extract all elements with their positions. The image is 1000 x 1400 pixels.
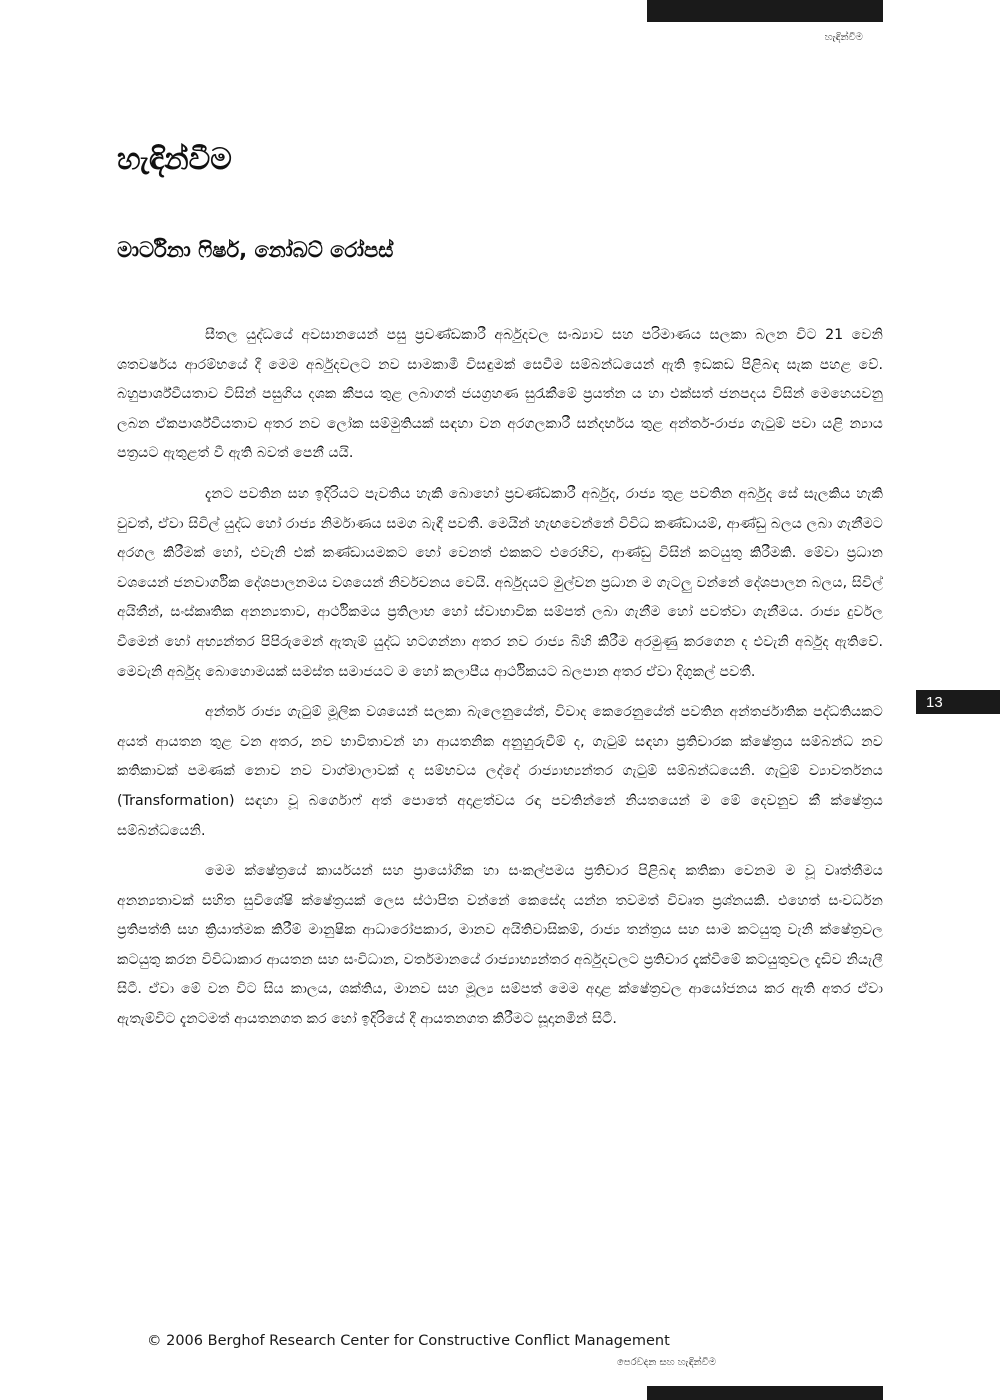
chapter-authors: මාර්ටිනා ෆිෂර්, නෝබට් රෝපස් [117,238,394,262]
body-text [117,321,883,1046]
page-number-tab: 13 [916,690,1000,714]
footer-running-title: පෙරවදන සහ හැඳින්වීම [617,1357,717,1368]
paragraph: මෙම ක්ෂේත්‍රයේ කාර්යයන් සහ ප්‍රායෝගික හා සංකල්පමය ප්‍රතිචාර පිළිබඳ කතිකා වෙනම ම වූ වෘත්තීමය අනන්‍යතාවක් සහිත සුවිශේෂි ක්ෂේත්‍රයක් ලෙස ස්ථාපිත වන්නේ කෙසේද යන්න තවමත් විවෘත ප්‍රශ්නයකි. එහෙත් සංවර්ධන ප්‍රතිපත්ති සහ ක්‍රියාත්මක කිරීම් මානුෂික ආධාරෝපකාර, මානව අයිතිවාසිකම්, රාජ්‍ය තන්ත්‍රය සහ සාම කටයුතු වැනි ක්ෂේත්‍රවල කටයුතු කරන විවිධාකාර ආයතන සහ සංවිධාන, වර්තමානයේ රාජ්‍යාභ්‍යන්තර අර්බුදවලට ප්‍රතිචාර දැක්වීමේ කටයුතුවල දැඩිව නියැලී සිටී. ඒවා මේ වන විට සිය කාලය, ශක්තිය, මානව සහ මූල්‍ය සම්පත් මෙම අදාළ ක්ෂේත්‍රවල ආයෝජනය කර ඇති අතර ඒවා ඇතැම්විට දැනටමත් ආයතනගත කර හෝ ඉදිරියේ දී ආයතනගත කිරීමට සූදානමින් සිටී. [117,863,883,1028]
running-header: හැඳින්වීම [824,32,863,43]
bottom-decorative-bar [647,1386,883,1400]
footer-copyright: © 2006 Berghof Research Center for Constructive Conflict Management [147,1333,670,1349]
chapter-title: හැඳින්වීම [117,142,232,177]
paragraph: සීතල යුද්ධයේ අවසානයෙන් පසු ප්‍රචණ්ඩකාරී අර්බුදවල සංඛ්‍යාව සහ පරිමාණය සලකා බලන විට 21 වෙනි ශතවර්ෂය ආරම්භයේ දී මෙම අර්බුදවලට නව සාමකාමී විසඳුමක් සෙවීම සම්බන්ධයෙන් ඇති ඉඩකඩ පිළිබඳ සැක පහළ වේ. බහුපාර්ශ්වීයතාව විසින් පසුගිය දශක කීපය තුළ ලබාගත් ජයග්‍රහණ සුරැකීමේ ප්‍රයත්න ය හා එක්සත් ජනපදය විසින් මෙහෙයවනු ලබන ඒකපාර්ශ්වීයතාව අතර නව ලෝක සම්මුතියක් සඳහා වන අරගලකාරී සන්දර්භය තුළ අන්තර්-රාජ්‍ය ගැටුම් පවා යළි න්‍යාය පත්‍රයට ඇතුළත් වී ඇති බවත් පෙනී යයි. [117,327,883,462]
paragraph: අන්තර් රාජ්‍ය ගැටුම් මූලික වශයෙන් සලකා බැලෙනුයේත්, විවාද කෙරෙනුයේත් පවතින අන්තර්ජාතික පද්ධතියකට අයත් ආයතන තුළ වන අතර, නව භාවිතාවන් හා ආයතනික අනුහුරුවීම් ද, ගැටුම් සඳහා ප්‍රතිචාරක ක්ෂේත්‍රය සම්බන්ධ නව කතිකාවක් පමණක් නොව නව වාග්මාලාවක් ද සම්භවය ලද්දේ රාජ්‍යාභ්‍යන්තර ගැටුම් සම්බන්ධයෙනි. ගැටුම් ව්‍යාවර්තනය (Transformation) සඳහා වූ බර්ගොෆ් අත් පොතේ අදාළත්වය රඳා පවතින්නේ නියතයෙන් ම මේ දෙවනුව කී ක්ෂේත්‍රය සම්බන්ධයෙනි. [117,704,883,839]
paragraph: දැනට පවතින සහ ඉදිරියට පැවතිය හැකි බොහෝ ප්‍රචණ්ඩකාරී අර්බුද, රාජ්‍ය තුළ පවතින අර්බුද සේ සැලකිය හැකි වුවත්, ඒවා සිවිල් යුද්ධ හෝ රාජ්‍ය නිර්මාණය සමග බැඳී පවතී. මෙයින් හැඟවෙන්නේ විවිධ කණ්ඩායම්, ආණ්ඩු බලය ලබා ගැනීමට අරගල කිරීමක් හෝ, එවැනි එක් කණ්ඩායමකට හෝ වෙනත් එකකට එරෙහිව, ආණ්ඩු විසින් කටයුතු කිරීමකි. මේවා ප්‍රධාන වශයෙන් ජනවාර්ගික දේශපාලනමය වශයෙන් නිර්වචනය වෙයි. අර්බුදයට මුල්වන ප්‍රධාන ම ගැටලු වන්නේ දේශපාලන බලය, සිවිල් අයිතීන්, සංස්කෘතික අනන්‍යතාව, ආර්ථිකමය ප්‍රතිලාභ හෝ ස්වාභාවික සම්පත් ලබා ගැනීම හෝ පවත්වා ගැනීමය. රාජ්‍ය දුර්වල වීමෙන් හෝ අභ්‍යන්තර පිපිරුමෙන් ඇතැම් යුද්ධ හටගන්නා අතර නව රාජ්‍ය බිහි කිරීම අරමුණු කරගෙන ද එවැනි අර්බුද ඇතිවේ. මෙවැනි අර්බුද බොහොමයක් සමස්ත සමාජයට ම හෝ කලාපීය ආර්ථිකයට බලපාන අතර ඒවා දිගුකල් පවතී. [117,485,883,680]
top-decorative-bar [647,0,883,22]
